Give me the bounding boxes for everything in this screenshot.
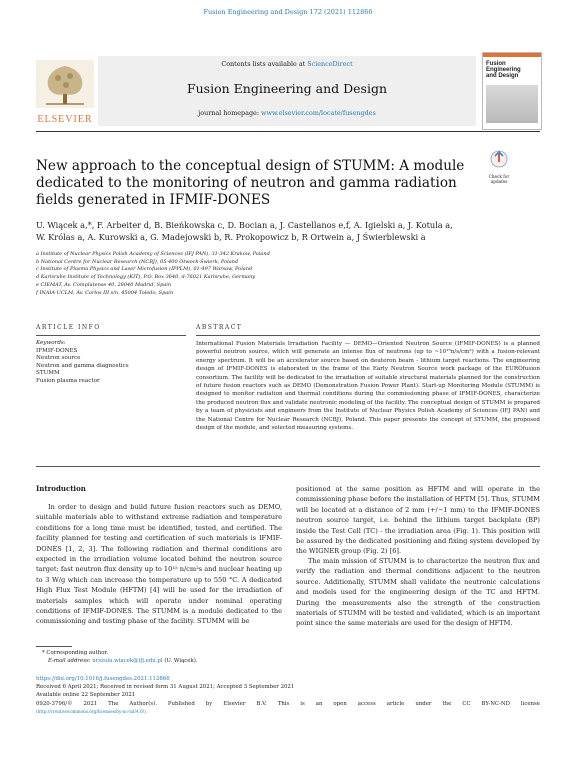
- homepage-prefix: journal homepage:: [198, 109, 262, 117]
- journal-homepage-link[interactable]: www.elsevier.com/locate/fusengdes: [261, 109, 376, 117]
- license-link[interactable]: (http://creativecommons.org/licenses/by-nc-nd/4.0/).: [36, 708, 148, 714]
- contents-line: [98, 60, 476, 68]
- intro-col1-paragraph: In order to design and build future fusion reactors such as DEMO, suitable materials able to withstand extreme radiation and temperature conditions for a long time must be identified, tested, and certified. The facility planned for testing and certification of such materials is IFMIF-DONES [1, 2, 3]. The following radiation and thermal conditions are expected in the irradiation volume located behind the neutron source target: fast neutron flux density up to 10¹⁵ n/cm²s and nuclear heating up to 3 W/g which can increase the temperature up to 550 °C. A dedicated High Flux Test Module (HFTM) [4] will be used for the irradiation of materials samples which will operate under nominal operating conditions of IFMIF-DONES. The STUMM is a module dedicated to the commissioning and testing phase of the facility. STUMM will be: [36, 503, 282, 626]
- intro-col2-paragraph-2: The main mission of STUMM is to characterize the neutron flux and verify the radiation and thermal conditions adjacent to the neutron source. Additionally, STUMM shall validate the neutronic calculations and models used for the engineering design of the TC and HFTM. During the measurements also the strength of the construction materials of STUMM will be tested and validated, which is an important point since the same materials are used for the design of HFTM.: [296, 557, 540, 628]
- keyword-item: IFMIF-DONES: [36, 347, 78, 354]
- journal-title: Fusion Engineering and Design: [186, 81, 388, 96]
- article-info-rule: [36, 335, 186, 336]
- authors: [36, 219, 536, 243]
- elsevier-logo: [36, 60, 94, 125]
- affiliation-e: e CIEMAT, Av. Complutense 40, 28040 Madrid, Spain: [36, 281, 172, 288]
- homepage-line: [98, 109, 476, 117]
- check-for-updates-badge[interactable]: [486, 150, 512, 184]
- footnote: [36, 649, 336, 665]
- cover-title-line2: and Design: [486, 73, 519, 79]
- elsevier-wordmark: ELSEVIER: [37, 114, 93, 125]
- affiliation-c: c Institute of Plasma Physics and Laser Microfusion (IPPLM), 01-497 Warsaw, Poland: [36, 266, 253, 273]
- keyword-item: Neutron source: [36, 355, 81, 362]
- article-title: New approach to the conceptual design of STUMM: A module dedicated to the monitoring of neutron and gamma radiation fields generated in IFMIF-DONES: [36, 158, 465, 208]
- cover-title-line1: Fusion Engineering: [486, 61, 521, 73]
- doi-link[interactable]: https://doi.org/10.1016/j.fusengdes.2021.112866: [36, 676, 170, 682]
- cover-top-bar: [483, 53, 541, 57]
- abstract-heading: ABSTRACT: [196, 324, 243, 331]
- front-matter-rule: [36, 466, 540, 467]
- masthead-rule: [36, 131, 540, 132]
- affiliation-f: f INAIA-UCLM, Av. Carlos III s/n, 45004 Toledo, Spain: [36, 289, 174, 296]
- email-suffix: (U. Wiącek).: [162, 658, 198, 664]
- keyword-item: Fusion plasma reactor: [36, 377, 100, 384]
- copyright-line: 0920-3796/© 2021 The Author(s). Published by Elsevier B.V. This is an open access article under the CC BY-NC-ND license: [36, 700, 540, 707]
- authors-line1: U. Wiącek a,*, F. Arbeiter d, B. Bieńkowska c, D. Bocian a, J. Castellanos e,f, A. Igielski a, J. Kotula a,: [36, 220, 453, 230]
- article-footer: [36, 675, 540, 716]
- article-info-heading: ARTICLE INFO: [36, 324, 101, 331]
- affiliation-a: a Institute of Nuclear Physics Polish Academy of Sciences (IFJ PAN), 31-342 Kraków, Poland: [36, 251, 270, 257]
- available-online: Available online 22 September 2021: [36, 692, 136, 699]
- masthead: [36, 56, 540, 128]
- affiliation-b: b National Centre for Nuclear Research (NCBJ), 05-400 Otwock-Świerk, Poland: [36, 258, 239, 265]
- authors-line2: W. Królas a, A. Kurowski a, G. Madejowski b, R. Prokopowicz b, R Ortwein a, J Świerblewski a: [36, 232, 426, 242]
- introduction-heading: Introduction: [36, 484, 86, 493]
- affiliation-d: d Karlsruhe Institute of Technology (KIT), P.O. Box 3640, d-76021 Karlsruhe, Germany: [36, 274, 256, 281]
- email-line: [36, 657, 336, 665]
- journal-cover-thumbnail[interactable]: [482, 52, 542, 130]
- keyword-item: STUMM: [36, 370, 60, 377]
- contents-prefix: Contents lists available at: [221, 60, 308, 68]
- elsevier-tree-icon: [36, 60, 94, 108]
- intro-col2-paragraph-1: positioned at the same position as HFTM and will operate in the commissioning phase before the installation of HFTM [5]. Thus, STUMM will be located at a distance of 2 mm (+/−1 mm) to the IFMIF-DONES neutron source target, i.e. behind the lithium target backplate (BP) inside the Test Cell (TC) - the irradiation area (Fig. 1). This position will be assured by the dedicated positioning and fixing system developed by the WIGNER group (Fig. 2) [6].: [296, 485, 540, 556]
- abstract-rule: [196, 335, 540, 336]
- affiliations: [36, 251, 536, 297]
- keywords-block: [36, 340, 186, 386]
- cover-image: [486, 85, 538, 123]
- email-label: E-mail address:: [48, 658, 93, 664]
- check-updates-line2: updates: [490, 179, 508, 184]
- received-dates: Received 6 April 2021; Received in revised form 31 August 2021; Accepted 3 September 2021: [36, 684, 295, 691]
- footnote-rule: [36, 646, 72, 647]
- author-email-link[interactable]: urszula.wiacek@ifj.edu.pl: [92, 658, 163, 664]
- journal-reference-link[interactable]: Fusion Engineering and Design 172 (2021) 112866: [203, 8, 373, 16]
- keyword-item: Neutron and gamma diagnostics: [36, 362, 129, 369]
- sciencedirect-link[interactable]: ScienceDirect: [307, 60, 353, 68]
- masthead-banner: [98, 56, 476, 126]
- corresponding-author-note: * Corresponding author.: [42, 650, 109, 656]
- check-updates-line1: Check for: [488, 174, 510, 179]
- abstract-text: International Fusion Materials Irradiation Facility — DEMO—Oriented Neutron Source (IFMIF-DONES) is a planned powerful neutron source, which will generate an intense flux of neutrons (up to ~10¹⁵n/s/cm²) with a fusion-relevant energy spectrum. It will be an accelerator source based on deuteron beam - lithium target reactions. The engineering design of IFMIF-DONES is elaborated in the frame of the Early Neutron Source work package of the EUROfusion consortium. The facility will be dedicated to the irradiation of suitable structural materials planned for the construction of future fusion reactors such as DEMO (Demonstration Fusion Power Plant). Start-up Monitoring Module (STUMM) is designed to monitor radiation and thermal conditions during the commissioning phase of IFMIF-DONES, characterize the produced neutron flux and validate neutronic modeling of the facility. The conceptual design of STUMM is prepared by a team of physicists and engineers from the Institute of Nuclear Physics Polish Academy of Sciences (IFJ PAN) and the National Centre for Nuclear Research (NCBJ), Poland. This paper presents the concept of STUMM, the proposed design of the module, and selected measuring systems.: [196, 341, 540, 432]
- check-updates-icon: [490, 150, 508, 170]
- keywords-label: Keywords:: [36, 340, 66, 346]
